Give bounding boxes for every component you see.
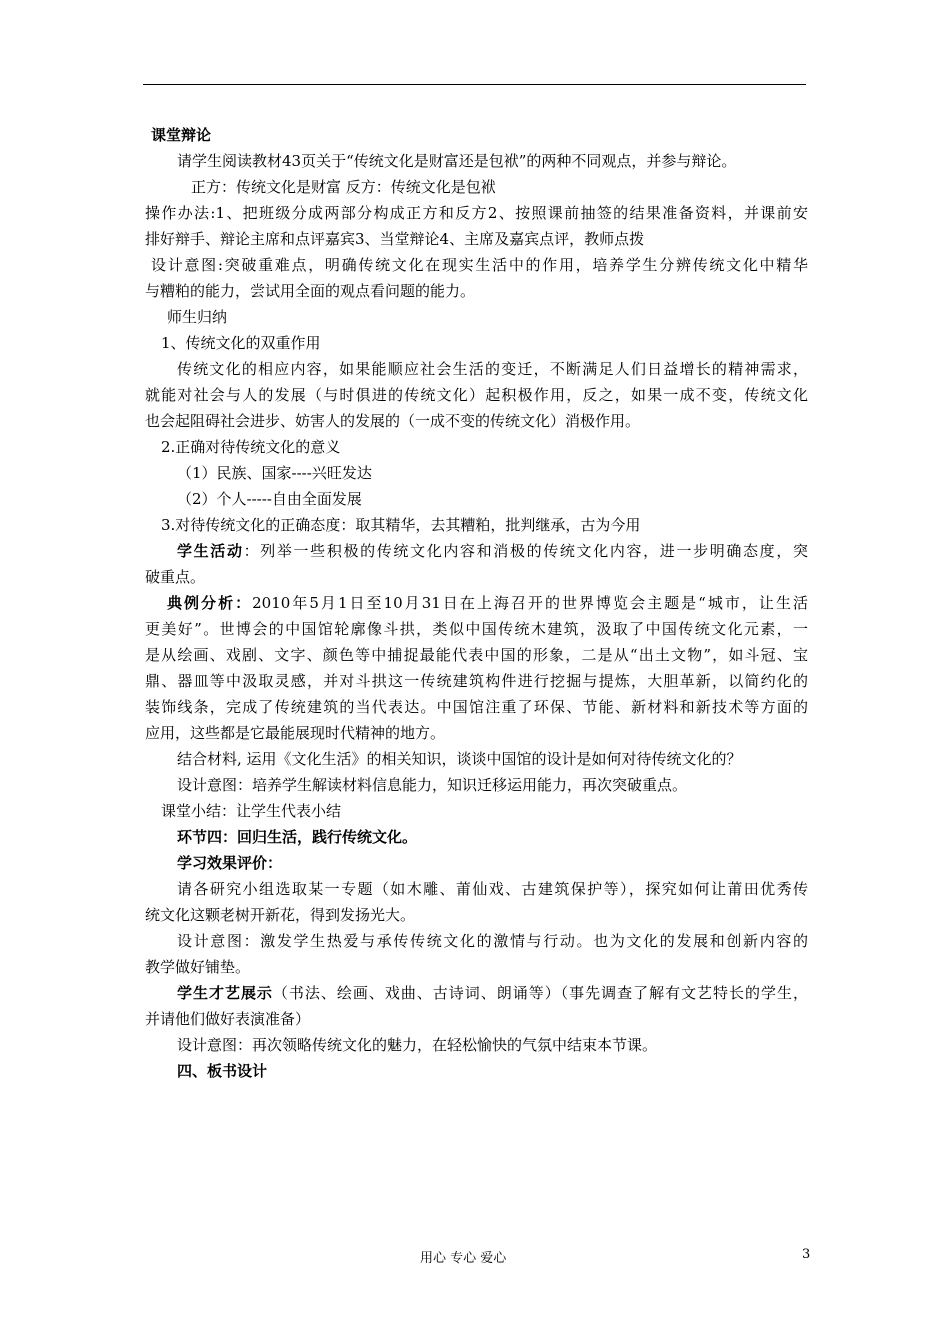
header-rule	[143, 84, 806, 85]
case-analysis-question: 结合材料, 运用《文化生活》的相关知识，谈谈中国馆的设计是如何对待传统文化的？	[177, 750, 742, 768]
debate-intent-line-1: 设计意图:突破重难点，明确传统文化在现实生活中的作用，培养学生分辨传统文化中精华	[151, 256, 808, 274]
case-analysis-line-3: 是从绘画、戏剧、文字、颜色等中捕捉最能代表中国的形象，二是从“出土文物”，如斗冠、宝	[145, 646, 808, 664]
summary-point1-line-2: 就能对社会与人的发展（与时俱进的传统文化）起积极作用，反之，如果一成不变，传统文化	[145, 386, 808, 404]
talent-show-line-1	[145, 980, 808, 1006]
learning-evaluation-line-1: 请各研究小组选取某一专题（如木雕、莆仙戏、古建筑保护等），探究如何让莆田优秀传	[177, 880, 808, 898]
case-analysis-intent: 设计意图：培养学生解读材料信息能力，知识迁移运用能力，再次突破重点。	[177, 776, 688, 794]
summary-point2-title: 2.正确对待传统文化的意义	[161, 438, 341, 456]
case-analysis-line-1	[145, 590, 808, 616]
section-title-debate: 课堂辩论	[151, 126, 212, 144]
student-activity-line-1	[145, 538, 808, 564]
summary-point2-a: （1）民族、国家----兴旺发达	[177, 464, 372, 482]
talent-show-text: （书法、绘画、戏曲、古诗词、朗诵等）（事先调查了解有文艺特长的学生，	[272, 984, 808, 1002]
talent-show-label: 学生才艺展示	[177, 984, 273, 1002]
learning-evaluation-line-2: 统文化这颗老树开新花，得到发扬光大。	[145, 906, 416, 924]
stage4-intent-line-2: 教学做好铺垫。	[145, 958, 251, 976]
debate-intro: 请学生阅读教材43页关于“传统文化是财富还是包袱”的两种不同观点，并参与辩论。	[177, 152, 737, 170]
student-activity-label: 学生活动	[177, 542, 244, 560]
student-activity-line-2: 破重点。	[145, 568, 206, 586]
summary-point1-title: 1、传统文化的双重作用	[161, 334, 321, 352]
stage4-title: 环节四：回归生活，践行传统文化。	[177, 828, 418, 846]
summary-point2-b: （2）个人-----自由全面发展	[177, 490, 362, 508]
summary-point1-line-1: 传统文化的相应内容，如果能顺应社会生活的变迁，不断满足人们日益增长的精神需求，	[177, 360, 808, 378]
debate-method-line-1: 操作办法:1、把班级分成两部分构成正方和反方2、按照课前抽签的结果准备资料，并课前安	[145, 204, 808, 222]
case-analysis-text: 2010年5月1日至10月31日在上海召开的世界博览会主题是“城市，让生活	[252, 594, 808, 612]
document-body	[145, 122, 808, 1084]
debate-sides: 正方：传统文化是财富 反方：传统文化是包袱	[191, 178, 496, 196]
case-analysis-line-5: 装饰线条，完成了传统建筑的当代表达。中国馆注重了环保、节能、新材料和新技术等方面的	[145, 698, 808, 716]
board-design-heading: 四、板书设计	[177, 1062, 268, 1080]
page-number: 3	[802, 1247, 811, 1262]
case-analysis-line-6: 应用，这些都是它最能展现时代精神的地方。	[145, 724, 446, 742]
class-summary: 课堂小结：让学生代表小结	[161, 802, 342, 820]
summary-point1-line-3: 也会起阻碍社会进步、妨害人的发展的（一成不变的传统文化）消极作用。	[145, 412, 641, 430]
summary-point3: 3.对待传统文化的正确态度：取其精华，去其糟粕，批判继承，古为今用	[161, 516, 641, 534]
talent-show-line-2: 并请他们做好表演准备）	[145, 1010, 311, 1028]
talent-show-intent: 设计意图：再次领略传统文化的魅力，在轻松愉快的气氛中结束本节课。	[177, 1036, 658, 1054]
student-activity-text: ：列举一些积极的传统文化内容和消极的传统文化内容，进一步明确态度，突	[243, 542, 808, 560]
debate-intent-line-2: 与糟粕的能力，尝试用全面的观点看问题的能力。	[145, 282, 476, 300]
footer-motto: 用心 专心 爱心	[420, 1251, 507, 1266]
learning-evaluation-title: 学习效果评价：	[177, 854, 283, 872]
case-analysis-line-4: 鼎、器皿等中汲取灵感，并对斗拱这一传统建筑构件进行挖掘与提炼，大胆革新，以简约化的	[145, 672, 808, 690]
summary-heading: 师生归纳	[167, 308, 228, 326]
stage4-intent-line-1: 设计意图：激发学生热爱与承传传统文化的激情与行动。也为文化的发展和创新内容的	[177, 932, 808, 950]
debate-method-line-2: 排好辩手、辩论主席和点评嘉宾3、当堂辩论4、主席及嘉宾点评，教师点拨	[145, 230, 645, 248]
case-analysis-line-2: 更美好”。世博会的中国馆轮廓像斗拱，类似中国传统木建筑，汲取了中国传统文化元素，一	[145, 620, 808, 638]
case-analysis-label: 典例分析：	[167, 594, 253, 612]
